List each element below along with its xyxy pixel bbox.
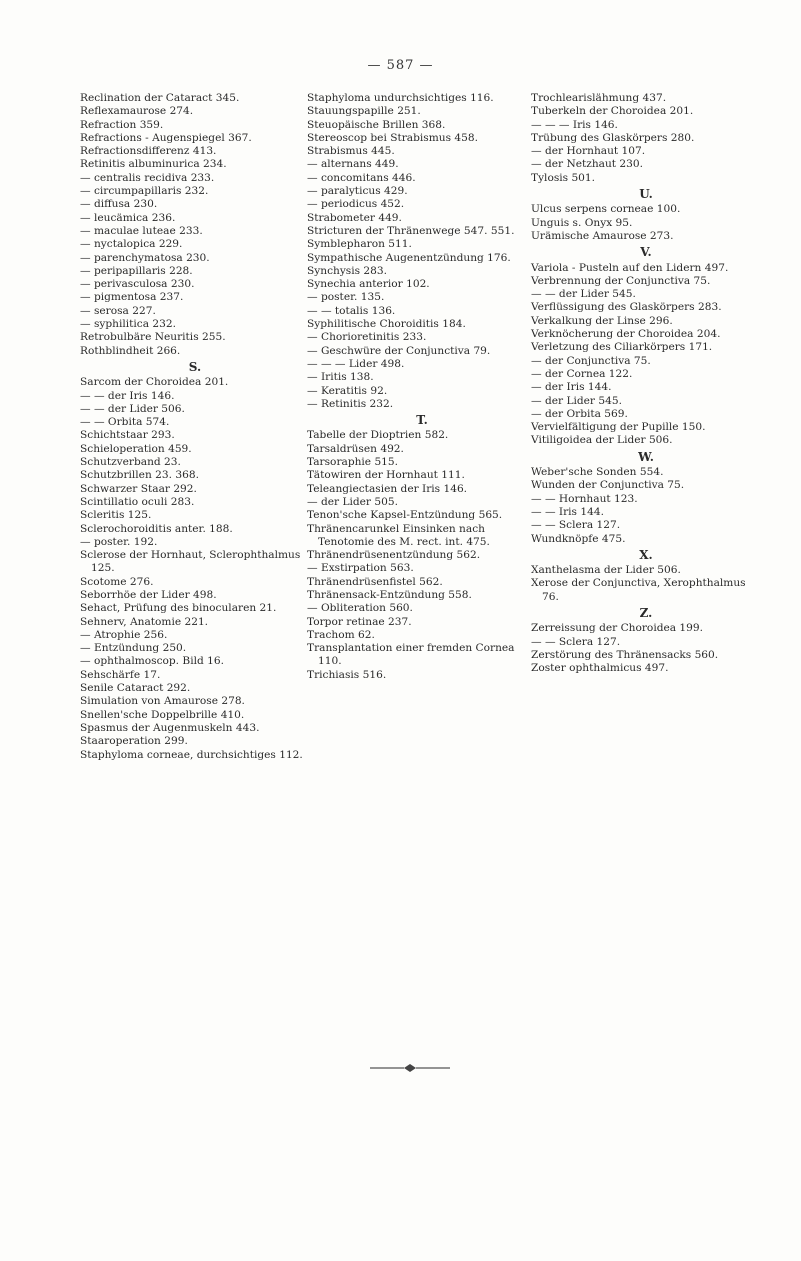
section-letter: T. [416, 413, 428, 428]
index-entry: Verkalkung der Linse 296. [531, 314, 673, 327]
index-entry: — der Orbita 569. [531, 407, 628, 420]
index-entry: Vitiligoidea der Lider 506. [531, 434, 673, 447]
index-entry: — centralis recidiva 233. [80, 171, 215, 184]
index-entry: Staphyloma corneae, durchsichtiges 112. [80, 748, 303, 761]
index-entry: — der Conjunctiva 75. [531, 354, 651, 367]
index-entry: — Exstirpation 563. [307, 562, 414, 575]
index-entry: Sclerochoroiditis anter. 188. [80, 522, 233, 535]
index-entry: Verflüssigung des Glaskörpers 283. [531, 301, 722, 314]
index-entry: Unguis s. Onyx 95. [531, 216, 633, 229]
index-entry: Verletzung des Ciliarkörpers 171. [531, 341, 713, 354]
index-entry: — serosa 227. [80, 304, 156, 317]
index-entry: — — der Lider 545. [531, 288, 636, 301]
end-ornament [368, 1063, 452, 1073]
index-entry: — diffusa 230. [80, 198, 158, 211]
index-entry: — poster. 135. [307, 291, 385, 304]
index-entry: Synechia anterior 102. [307, 278, 430, 291]
section-letter: X. [639, 547, 653, 562]
index-entry: Reflexamaurose 274. [80, 105, 194, 118]
index-entry: Torpor retinae 237. [307, 615, 412, 628]
index-entry: — poster. 192. [80, 535, 158, 548]
index-entry: Symblepharon 511. [307, 238, 412, 251]
index-entry: — der Iris 144. [531, 381, 612, 394]
index-entry: Schieloperation 459. [80, 442, 192, 455]
index-entry: Simulation von Amaurose 278. [80, 695, 245, 708]
index-entry: Tylosis 501. [531, 171, 596, 184]
index-entry: Rothblindheit 266. [80, 344, 181, 357]
index-entry: Thränendrüsenentzündung 562. [307, 549, 481, 562]
index-entry: — concomitans 446. [307, 171, 416, 184]
index-entry: — pigmentosa 237. [80, 291, 184, 304]
index-entry: Thränendrüsenfistel 562. [307, 575, 443, 588]
index-entry: Teleangiectasien der Iris 146. [307, 482, 468, 495]
index-entry: — — totalis 136. [307, 304, 396, 317]
index-entry: — Obliteration 560. [307, 602, 413, 615]
index-entry: Schutzverband 23. [80, 456, 181, 469]
section-letter: U. [639, 187, 653, 202]
index-entry: Trachom 62. [307, 628, 375, 641]
index-entry: Strabometer 449. [307, 211, 402, 224]
index-entry: — — Sclera 127. [531, 635, 621, 648]
index-entry: Tabelle der Dioptrien 582. [307, 429, 449, 442]
index-entry: — Geschwüre der Conjunctiva 79. [307, 344, 491, 357]
index-entry: Tuberkeln der Choroidea 201. [531, 105, 694, 118]
index-entry: — — — Lider 498. [307, 357, 405, 370]
index-entry: Tarsaldrüsen 492. [307, 442, 404, 455]
index-entry: — Entzündung 250. [80, 642, 187, 655]
index-entry: Weber'sche Sonden 554. [531, 466, 664, 479]
index-entry: Seborrhöe der Lider 498. [80, 588, 217, 601]
index-entry: Verbrennung der Conjunctiva 75. [531, 274, 711, 287]
index-entry: — — der Iris 146. [80, 389, 175, 402]
index-entry: Retinitis albuminurica 234. [80, 158, 227, 171]
index-entry: — — Sclera 127. [531, 519, 621, 532]
index-entry: Xanthelasma der Lider 506. [531, 564, 681, 577]
index-entry: Sehact, Prüfung des binocularen 21. [80, 602, 277, 615]
index-entry: — parenchymatosa 230. [80, 251, 210, 264]
index-entry: Tarsoraphie 515. [307, 456, 399, 469]
index-entry: — — Orbita 574. [80, 416, 170, 429]
index-entry: Retrobulbäre Neuritis 255. [80, 331, 226, 344]
index-entry: — ophthalmoscop. Bild 16. [80, 655, 224, 668]
index-entry: Xerose der Conjunctiva, Xerophthalmus 76. [531, 577, 746, 603]
index-entry: Wundknöpfe 475. [531, 532, 626, 545]
index-entry: — der Lider 545. [531, 394, 622, 407]
index-entry: Tenon'sche Kapsel-Entzündung 565. [307, 509, 503, 522]
index-entry: Spasmus der Augenmuskeln 443. [80, 721, 260, 734]
index-entry: Schwarzer Staar 292. [80, 482, 197, 495]
index-entry: — leucämica 236. [80, 211, 176, 224]
index-entry: Staphyloma undurchsichtiges 116. [307, 92, 494, 104]
index-entry: Strabismus 445. [307, 145, 395, 158]
index-column-2 [307, 92, 537, 682]
index-entry: Sympathische Augenentzündung 176. [307, 251, 511, 264]
index-entry: — Retinitis 232. [307, 397, 394, 410]
index-entry: — Keratitis 92. [307, 384, 388, 397]
index-entry: Stauungspapille 251. [307, 105, 421, 118]
index-entry: Schichtstaar 293. [80, 429, 175, 442]
index-entry: — der Hornhaut 107. [531, 145, 646, 158]
index-column-1 [80, 92, 310, 762]
index-entry: Syphilitische Choroiditis 184. [307, 318, 466, 331]
index-entry: Urämische Amaurose 273. [531, 229, 674, 242]
index-entry: Scotome 276. [80, 575, 154, 588]
index-entry: Refractions - Augenspiegel 367. [80, 131, 252, 144]
index-entry: Snellen'sche Doppelbrille 410. [80, 708, 245, 721]
index-entry: Scintillatio oculi 283. [80, 495, 195, 508]
index-entry: — maculae luteae 233. [80, 224, 203, 237]
index-entry: — perivasculosa 230. [80, 278, 195, 291]
index-entry: — — — Iris 146. [531, 118, 618, 131]
index-entry: — der Cornea 122. [531, 367, 633, 380]
section-letter: W. [638, 449, 654, 464]
index-entry: — — Hornhaut 123. [531, 492, 638, 505]
index-entry: — — der Lider 506. [80, 402, 185, 415]
index-entry: Wunden der Conjunctiva 75. [531, 479, 685, 492]
index-entry: — der Netzhaut 230. [531, 158, 643, 171]
index-entry: — Chorioretinitis 233. [307, 331, 427, 344]
index-entry: Senile Cataract 292. [80, 682, 191, 695]
index-entry: Stereoscop bei Strabismus 458. [307, 131, 478, 144]
index-entry: Refraction 359. [80, 118, 164, 131]
index-entry: Verknöcherung der Choroidea 204. [531, 328, 721, 341]
index-entry: — Atrophie 256. [80, 628, 168, 641]
index-entry: Thränencarunkel Einsinken nach Tenotomie des M. rect. int. 475. [307, 522, 490, 548]
index-entry: Sarcom der Choroidea 201. [80, 376, 229, 389]
index-entry: — paralyticus 429. [307, 185, 408, 198]
index-entry: Trübung des Glaskörpers 280. [531, 131, 695, 144]
index-entry: Zoster ophthalmicus 497. [531, 662, 669, 675]
index-entry: — syphilitica 232. [80, 318, 177, 331]
index-entry: — peripapillaris 228. [80, 264, 193, 277]
index-entry: Zerstörung des Thränensacks 560. [531, 648, 719, 661]
index-entry: Trochlearislähmung 437. [531, 92, 667, 104]
index-entry: Synchysis 283. [307, 264, 388, 277]
index-entry: Sehschärfe 17. [80, 668, 161, 681]
index-entry: Scleritis 125. [80, 509, 152, 522]
section-letter: S. [188, 359, 202, 374]
index-entry: — — Iris 144. [531, 505, 604, 518]
index-entry: Trichiasis 516. [307, 668, 387, 681]
index-entry: Sclerose der Hornhaut, Sclerophthalmus 125. [80, 549, 301, 575]
index-entry: Transplantation einer fremden Cornea 110. [307, 642, 515, 668]
page-number: — 587 — [367, 58, 434, 73]
index-entry: Thränensack-Entzündung 558. [307, 588, 472, 601]
index-entry: Vervielfältigung der Pupille 150. [531, 421, 706, 434]
index-entry: — circumpapillaris 232. [80, 185, 209, 198]
index-entry: Steuopäische Brillen 368. [307, 118, 446, 131]
index-entry: — Iritis 138. [307, 371, 374, 384]
index-entry: Ulcus serpens corneae 100. [531, 203, 681, 216]
index-entry: Zerreissung der Choroidea 199. [531, 622, 704, 635]
index-entry: — der Lider 505. [307, 495, 398, 508]
section-letter: Z. [639, 605, 653, 620]
index-entry: Variola - Pusteln auf den Lidern 497. [531, 261, 729, 274]
index-column-3 [531, 92, 761, 675]
index-entry: Staaroperation 299. [80, 735, 188, 748]
index-entry: Stricturen der Thränenwege 547. 551. [307, 224, 515, 237]
index-entry: Schutzbrillen 23. 368. [80, 469, 199, 482]
index-entry: Tätowiren der Hornhaut 111. [307, 469, 465, 482]
index-entry: Reclination der Cataract 345. [80, 92, 240, 104]
index-entry: — periodicus 452. [307, 198, 405, 211]
index-entry: Refractionsdifferenz 413. [80, 145, 217, 158]
section-letter: V. [640, 245, 652, 260]
index-entry: Sehnerv, Anatomie 221. [80, 615, 209, 628]
index-entry: — alternans 449. [307, 158, 399, 171]
index-entry: — nyctalopica 229. [80, 238, 183, 251]
